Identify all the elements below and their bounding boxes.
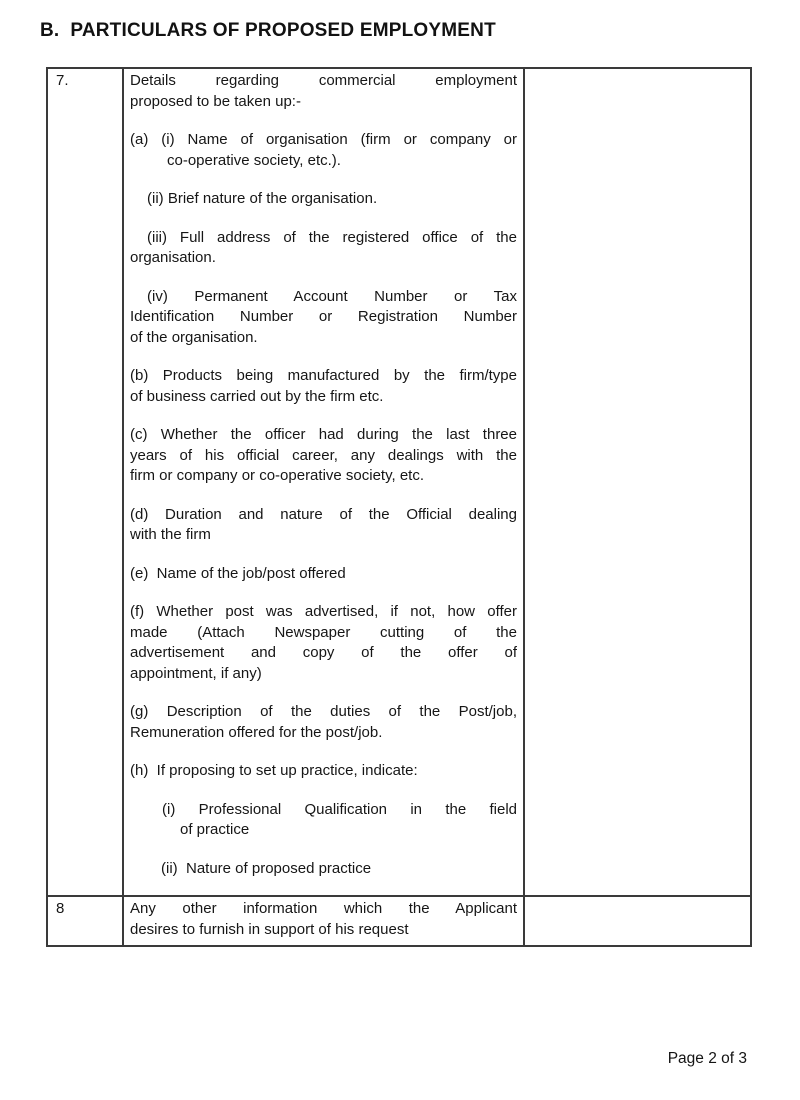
row-answer-cell	[525, 897, 750, 945]
form-line: Any other information which the Applicant	[130, 900, 517, 917]
form-paragraph	[130, 800, 517, 841]
form-line: (f) Whether post was advertised, if not, how offer	[130, 603, 517, 620]
row-details-cell	[124, 897, 525, 945]
form-line: of business carried out by the firm etc.	[130, 387, 384, 405]
form-line: Remuneration offered for the post/job.	[130, 723, 383, 741]
form-line: Details regarding commercial employment	[130, 72, 517, 89]
form-line: (d) Duration and nature of the Official dealing	[130, 505, 517, 523]
form-line: Identification Number or Registration Number	[130, 308, 517, 325]
form-line: made (Attach Newspaper cutting of the	[130, 623, 517, 641]
form-line: co-operative society, etc.).	[167, 151, 341, 169]
form-line: firm or company or co-operative society, etc.	[130, 467, 424, 484]
row-answer-cell	[525, 69, 750, 895]
form-paragraph	[130, 602, 517, 684]
form-line: (ii) Nature of proposed practice	[161, 859, 372, 877]
form-line: of the organisation.	[130, 328, 258, 346]
document-page	[0, 20, 800, 1068]
form-line: organisation.	[130, 249, 216, 266]
form-table	[46, 67, 752, 947]
form-line: (e) Name of the job/post offered	[130, 564, 346, 582]
table-row	[48, 69, 750, 895]
form-line: with the firm	[130, 526, 211, 543]
form-paragraph	[130, 899, 517, 940]
form-line: (a) (i) Name of organisation (firm or company or	[130, 131, 517, 148]
form-line: (iv) Permanent Account Number or Tax	[147, 287, 517, 305]
row-number-cell: 7.	[48, 69, 124, 895]
form-paragraph	[130, 71, 517, 112]
form-paragraph	[130, 287, 517, 349]
form-paragraph	[130, 130, 517, 171]
form-line: of practice	[180, 821, 250, 838]
form-paragraph	[130, 702, 517, 743]
form-line: (iii) Full address of the registered office of the	[147, 228, 517, 246]
form-paragraph	[130, 366, 517, 407]
form-paragraph	[130, 505, 517, 546]
row-details-cell	[124, 69, 525, 895]
form-paragraph	[130, 189, 517, 210]
table-row	[48, 895, 750, 945]
form-paragraph	[130, 859, 517, 880]
form-line: (ii) Brief nature of the organisation.	[147, 190, 378, 207]
form-line: years of his official career, any dealings with the	[130, 446, 517, 464]
form-paragraph	[130, 228, 517, 269]
form-line: proposed to be taken up:-	[130, 92, 301, 110]
form-line: (b) Products being manufactured by the firm/type	[130, 367, 517, 384]
form-line: (g) Description of the duties of the Post/job,	[130, 703, 517, 720]
form-line: (c) Whether the officer had during the last three	[130, 426, 517, 443]
form-line: advertisement and copy of the offer of	[130, 644, 517, 661]
page-number: Page 2 of 3	[667, 1050, 747, 1067]
section-title: B. PARTICULARS OF PROPOSED EMPLOYMENT	[40, 20, 496, 41]
form-line: (h) If proposing to set up practice, indicate:	[130, 762, 418, 779]
form-line: desires to furnish in support of his request	[130, 920, 409, 938]
form-paragraph	[130, 564, 517, 585]
row-number-cell: 8	[48, 897, 124, 945]
form-line: (i) Professional Qualification in the field	[162, 800, 517, 818]
form-line: appointment, if any)	[130, 664, 262, 682]
form-paragraph	[130, 761, 517, 782]
form-paragraph	[130, 425, 517, 487]
